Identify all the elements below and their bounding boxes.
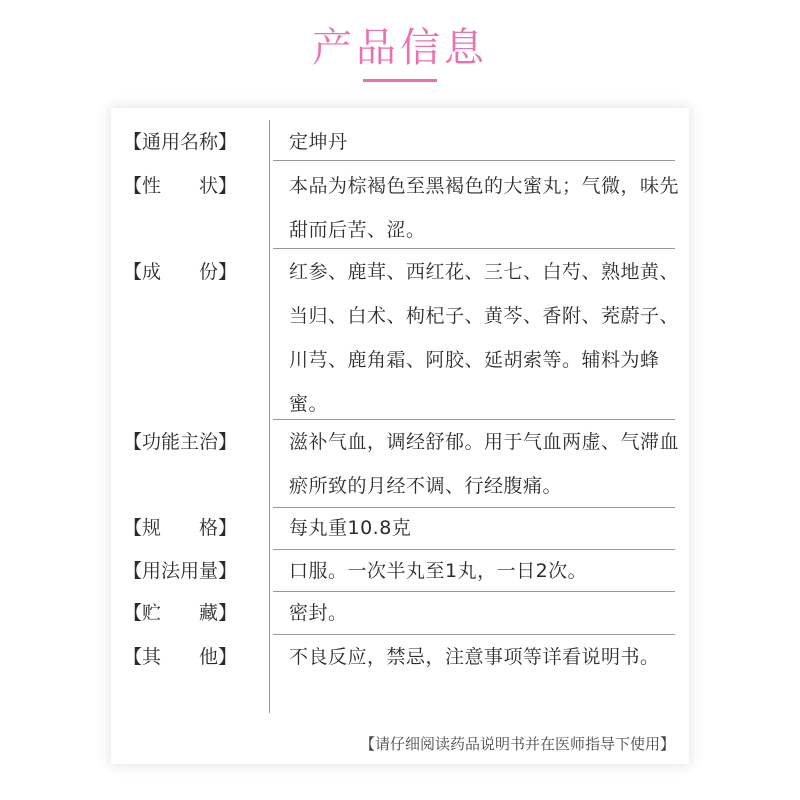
label-other: 【其 他】	[123, 646, 238, 668]
value-dosage: 口服。一次半丸至1丸，一日2次。	[289, 560, 588, 582]
page-title: 产品信息	[312, 25, 488, 71]
value-ingredients: 红参、鹿茸、西红花、三七、白芍、熟地黄、当归、白术、枸杞子、黄芩、香附、茺蔚子、川芎、鹿角霜、阿胶、延胡索等。辅料为蜂蜜。	[289, 261, 680, 415]
info-card	[111, 108, 689, 764]
value-properties: 本品为棕褐色至黑褐色的大蜜丸；气微，味先甜而后苦、涩。	[289, 175, 680, 241]
value-storage: 密封。	[289, 602, 348, 624]
title-underline	[363, 79, 437, 82]
value-indications: 滋补气血，调经舒郁。用于气血两虚、气滞血瘀所致的月经不调、行经腹痛。	[289, 431, 680, 497]
row-divider	[273, 248, 675, 249]
column-divider	[269, 120, 270, 713]
value-specification: 每丸重10.8克	[289, 517, 412, 539]
label-specification: 【规 格】	[123, 517, 238, 539]
value-other: 不良反应，禁忌，注意事项等详看说明书。	[289, 646, 660, 668]
label-ingredients: 【成 份】	[123, 261, 238, 283]
footer-note: 【请仔细阅读药品说明书并在医师指导下使用】	[359, 735, 675, 753]
label-storage: 【贮 藏】	[123, 602, 238, 624]
row-divider	[273, 160, 675, 161]
label-dosage: 【用法用量】	[123, 560, 238, 582]
label-properties: 【性 状】	[123, 175, 238, 197]
value-generic-name: 定坤丹	[289, 131, 348, 153]
label-indications: 【功能主治】	[123, 431, 238, 453]
label-generic-name: 【通用名称】	[123, 131, 238, 153]
